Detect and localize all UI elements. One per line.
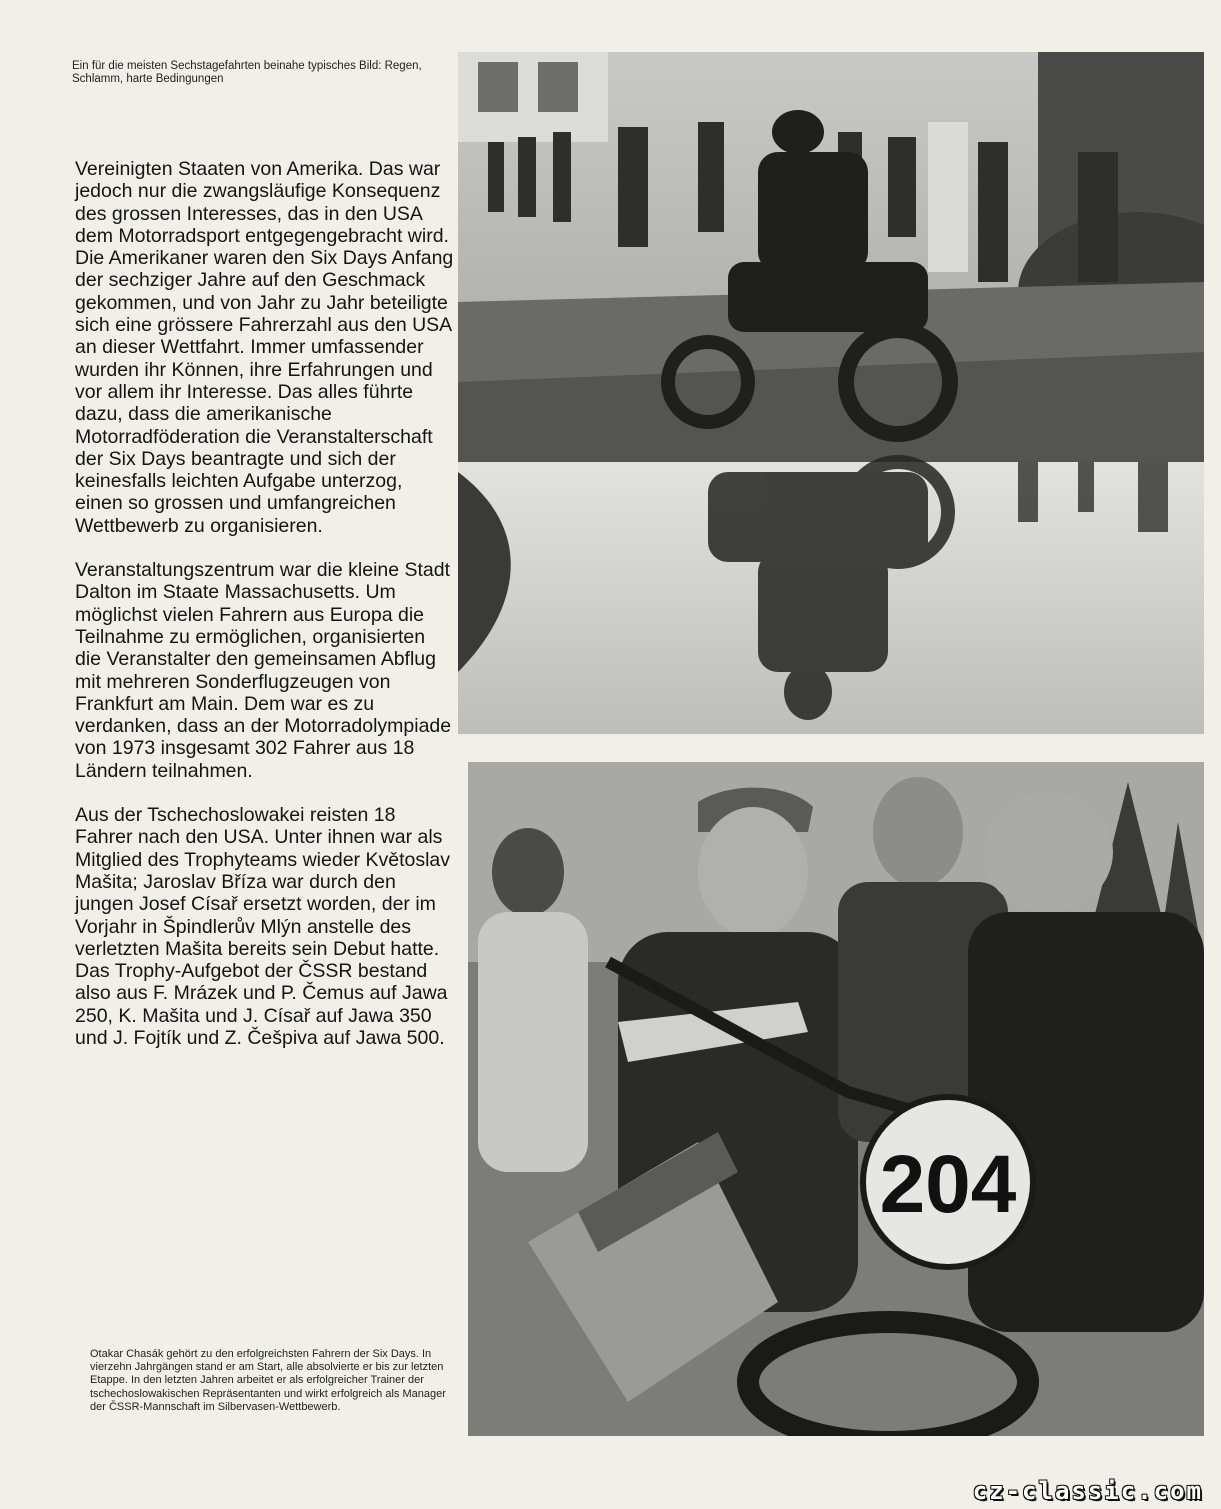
photo-muddy-rider <box>458 52 1204 734</box>
number-plate-text: 204 <box>879 1139 1017 1230</box>
paragraph-1: Vereinigten Staaten von Amerika. Das war jedoch nur die zwangsläufige Konsequenz des grossen Interesses, das in den USA dem Motorradsport entgegengebracht wird. Die Amerikaner waren den Six Days Anfang der sechziger Jahre auf den Geschmack gekommen, und von Jahr zu Jahr beteiligte sich eine grössere Fahrerzahl aus den USA an dieser Wettfahrt. Immer umfassender wurden ihr Können, ihre Erfahrungen und vor allem ihr Interesse. Das alles führte dazu, dass die amerikanische Motorradföderation die Veranstalterschaft der Six Days beantragte und sich der keinesfalls leichten Aufgabe unterzog, einen so grossen und umfangreichen Wettbewerb zu organisieren. <box>75 158 454 537</box>
muddy-rider-image <box>458 52 1204 734</box>
photo-refuelling-riders <box>468 762 1204 1436</box>
bottom-photo-caption: Otakar Chasák gehört zu den erfolgreichsten Fahrern der Six Days. In vierzehn Jahrgängen stand er am Start, alle absolvierte er bis zur letzten Etappe. In den letzten Jahren arbeitet er als erfolgreicher Trainer der tschechoslowakischen Repräsentanten und wirkt erfolgreich als Manager der ČSSR-Mannschaft im Silbervasen-Wettbewerb. <box>90 1348 446 1413</box>
site-watermark: cz-classic.com <box>972 1477 1203 1505</box>
paragraph-2: Veranstaltungszentrum war die kleine Stadt Dalton im Staate Massachusetts. Um möglichst vielen Fahrern aus Europa die Teilnahme zu ermöglichen, organisierten die Veranstalter den gemeinsamen Abflug mit mehreren Sonderflugzeugen von Frankfurt am Main. Dem war es zu verdanken, dass an der Motorradolympiade von 1973 insgesamt 302 Fahrer aus 18 Ländern teilnahmen. <box>75 559 452 782</box>
paragraph-3: Aus der Tschechoslowakei reisten 18 Fahrer nach den USA. Unter ihnen war als Mitglied des Trophyteams wieder Květoslav Mašita; Jaroslav Bříza war durch den jungen Josef Císař ersetzt worden, der im Vorjahr in Špindlerův Mlýn anstelle des verletzten Mašita bereits sein Debut hatte. Das Trophy-Aufgebot der ČSSR bestand also aus F. Mrázek und P. Čemus auf Jawa 250, K. Mašita und J. Císař auf Jawa 350 und J. Fojtík und Z. Češpiva auf Jawa 500. <box>75 804 451 1049</box>
article-body <box>75 158 455 1071</box>
top-photo-caption: Ein für die meisten Sechstagefahrten beinahe typisches Bild: Regen, Schlamm, harte Bedingungen <box>72 60 422 85</box>
refuelling-riders-image <box>468 762 1204 1436</box>
